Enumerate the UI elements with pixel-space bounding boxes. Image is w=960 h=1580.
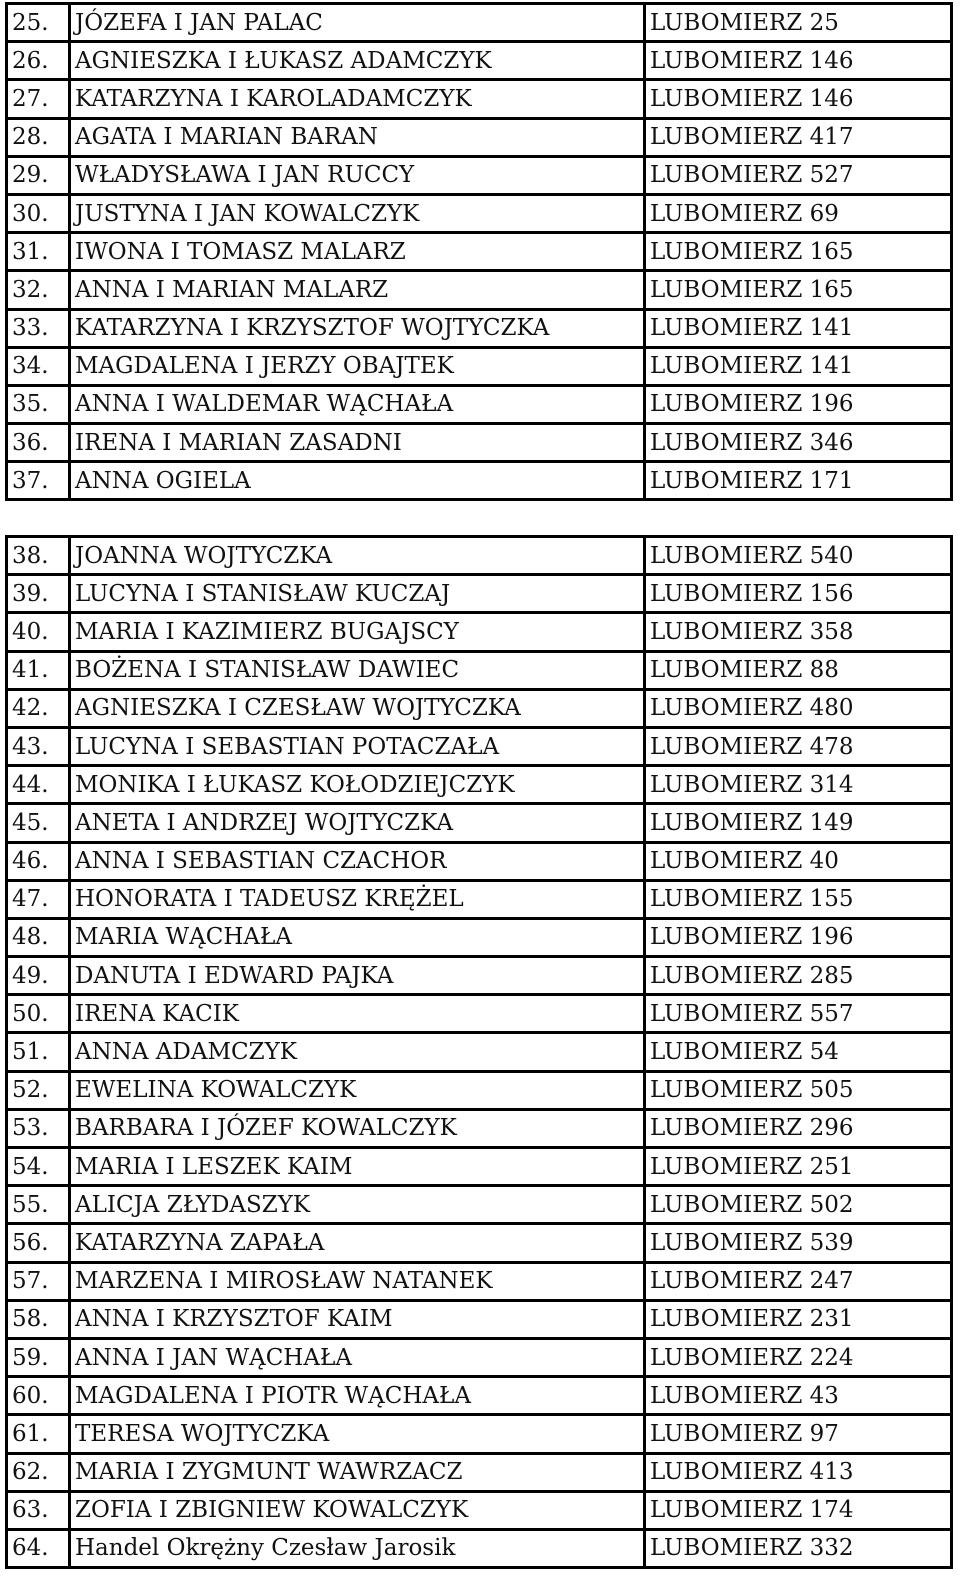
- row-number: 62.: [7, 1453, 70, 1491]
- row-name: LUCYNA I SEBASTIAN POTACZAŁA: [70, 727, 645, 765]
- table-row: [7, 918, 952, 956]
- row-number: 56.: [7, 1224, 70, 1262]
- row-name: LUCYNA I STANISŁAW KUCZAJ: [70, 575, 645, 613]
- table-row: [7, 42, 952, 80]
- participants-table-part-1: [5, 2, 953, 501]
- row-address: LUBOMIERZ 527: [645, 156, 952, 194]
- row-address: LUBOMIERZ 97: [645, 1415, 952, 1453]
- row-number: 63.: [7, 1491, 70, 1529]
- table-row: [7, 766, 952, 804]
- row-name: Handel Okrężny Czesław Jarosik: [70, 1529, 645, 1567]
- table-row: [7, 194, 952, 232]
- row-number: 53.: [7, 1109, 70, 1147]
- table-row: [7, 727, 952, 765]
- row-name: MARIA WĄCHAŁA: [70, 918, 645, 956]
- row-number: 39.: [7, 575, 70, 613]
- row-address: LUBOMIERZ 251: [645, 1148, 952, 1186]
- row-number: 59.: [7, 1338, 70, 1376]
- row-name: ANNA I KRZYSZTOF KAIM: [70, 1300, 645, 1338]
- row-address: LUBOMIERZ 156: [645, 575, 952, 613]
- table-row: [7, 1033, 952, 1071]
- row-address: LUBOMIERZ 417: [645, 118, 952, 156]
- row-address: LUBOMIERZ 196: [645, 918, 952, 956]
- table-row: [7, 1491, 952, 1529]
- table-row: [7, 1377, 952, 1415]
- table-row: [7, 537, 952, 575]
- table-row: [7, 842, 952, 880]
- row-address: LUBOMIERZ 165: [645, 233, 952, 271]
- row-number: 51.: [7, 1033, 70, 1071]
- row-address: LUBOMIERZ 285: [645, 957, 952, 995]
- row-number: 29.: [7, 156, 70, 194]
- row-name: WŁADYSŁAWA I JAN RUCCY: [70, 156, 645, 194]
- row-name: AGNIESZKA I ŁUKASZ ADAMCZYK: [70, 42, 645, 80]
- row-number: 61.: [7, 1415, 70, 1453]
- row-name: ZOFIA I ZBIGNIEW KOWALCZYK: [70, 1491, 645, 1529]
- row-name: ANETA I ANDRZEJ WOJTYCZKA: [70, 804, 645, 842]
- row-address: LUBOMIERZ 505: [645, 1071, 952, 1109]
- row-name: BARBARA I JÓZEF KOWALCZYK: [70, 1109, 645, 1147]
- row-number: 28.: [7, 118, 70, 156]
- row-address: LUBOMIERZ 196: [645, 385, 952, 423]
- row-name: AGATA I MARIAN BARAN: [70, 118, 645, 156]
- table-row: [7, 1262, 952, 1300]
- row-address: LUBOMIERZ 141: [645, 309, 952, 347]
- row-name: IWONA I TOMASZ MALARZ: [70, 233, 645, 271]
- row-number: 47.: [7, 880, 70, 918]
- row-name: JOANNA WOJTYCZKA: [70, 537, 645, 575]
- table-row: [7, 957, 952, 995]
- row-address: LUBOMIERZ 43: [645, 1377, 952, 1415]
- row-name: DANUTA I EDWARD PAJKA: [70, 957, 645, 995]
- table-row: [7, 309, 952, 347]
- row-address: LUBOMIERZ 478: [645, 727, 952, 765]
- row-name: ALICJA ZŁYDASZYK: [70, 1186, 645, 1224]
- row-number: 25.: [7, 4, 70, 42]
- table-row: [7, 880, 952, 918]
- row-number: 55.: [7, 1186, 70, 1224]
- row-address: LUBOMIERZ 141: [645, 347, 952, 385]
- row-name: AGNIESZKA I CZESŁAW WOJTYCZKA: [70, 689, 645, 727]
- table-row: [7, 575, 952, 613]
- table-row: [7, 118, 952, 156]
- table-row: [7, 804, 952, 842]
- row-name: MARZENA I MIROSŁAW NATANEK: [70, 1262, 645, 1300]
- row-number: 42.: [7, 689, 70, 727]
- row-name: MAGDALENA I JERZY OBAJTEK: [70, 347, 645, 385]
- row-number: 41.: [7, 651, 70, 689]
- table-row: [7, 462, 952, 500]
- row-name: KATARZYNA I KAROLADAMCZYK: [70, 80, 645, 118]
- row-name: ANNA I WALDEMAR WĄCHAŁA: [70, 385, 645, 423]
- table-body: [7, 537, 952, 1568]
- row-number: 48.: [7, 918, 70, 956]
- row-address: LUBOMIERZ 296: [645, 1109, 952, 1147]
- row-address: LUBOMIERZ 557: [645, 995, 952, 1033]
- table-row: [7, 1415, 952, 1453]
- row-number: 27.: [7, 80, 70, 118]
- row-name: ANNA OGIELA: [70, 462, 645, 500]
- row-address: LUBOMIERZ 224: [645, 1338, 952, 1376]
- row-address: LUBOMIERZ 165: [645, 271, 952, 309]
- table-row: [7, 347, 952, 385]
- row-name: EWELINA KOWALCZYK: [70, 1071, 645, 1109]
- row-name: MARIA I ZYGMUNT WAWRZACZ: [70, 1453, 645, 1491]
- row-name: ANNA I SEBASTIAN CZACHOR: [70, 842, 645, 880]
- row-number: 46.: [7, 842, 70, 880]
- row-name: JÓZEFA I JAN PALAC: [70, 4, 645, 42]
- row-address: LUBOMIERZ 540: [645, 537, 952, 575]
- row-number: 33.: [7, 309, 70, 347]
- row-number: 44.: [7, 766, 70, 804]
- row-number: 60.: [7, 1377, 70, 1415]
- row-name: MARIA I LESZEK KAIM: [70, 1148, 645, 1186]
- row-address: LUBOMIERZ 146: [645, 80, 952, 118]
- table-row: [7, 689, 952, 727]
- row-address: LUBOMIERZ 88: [645, 651, 952, 689]
- row-number: 26.: [7, 42, 70, 80]
- table-row: [7, 1338, 952, 1376]
- row-number: 40.: [7, 613, 70, 651]
- table-row: [7, 1453, 952, 1491]
- row-address: LUBOMIERZ 40: [645, 842, 952, 880]
- row-address: LUBOMIERZ 54: [645, 1033, 952, 1071]
- row-address: LUBOMIERZ 480: [645, 689, 952, 727]
- row-number: 32.: [7, 271, 70, 309]
- table-row: [7, 1109, 952, 1147]
- table-row: [7, 1186, 952, 1224]
- row-address: LUBOMIERZ 69: [645, 194, 952, 232]
- table-row: [7, 651, 952, 689]
- table-row: [7, 1224, 952, 1262]
- row-number: 43.: [7, 727, 70, 765]
- row-number: 49.: [7, 957, 70, 995]
- row-name: IRENA KACIK: [70, 995, 645, 1033]
- row-name: HONORATA I TADEUSZ KRĘŻEL: [70, 880, 645, 918]
- row-address: LUBOMIERZ 502: [645, 1186, 952, 1224]
- table-row: [7, 1148, 952, 1186]
- row-number: 30.: [7, 194, 70, 232]
- table-row: [7, 1529, 952, 1567]
- row-address: LUBOMIERZ 539: [645, 1224, 952, 1262]
- row-name: ANNA ADAMCZYK: [70, 1033, 645, 1071]
- row-address: LUBOMIERZ 346: [645, 424, 952, 462]
- table-row: [7, 385, 952, 423]
- row-address: LUBOMIERZ 413: [645, 1453, 952, 1491]
- row-number: 38.: [7, 537, 70, 575]
- table-row: [7, 156, 952, 194]
- row-number: 36.: [7, 424, 70, 462]
- row-address: LUBOMIERZ 25: [645, 4, 952, 42]
- row-name: ANNA I JAN WĄCHAŁA: [70, 1338, 645, 1376]
- row-number: 64.: [7, 1529, 70, 1567]
- row-name: KATARZYNA ZAPAŁA: [70, 1224, 645, 1262]
- row-number: 58.: [7, 1300, 70, 1338]
- row-name: TERESA WOJTYCZKA: [70, 1415, 645, 1453]
- table-row: [7, 613, 952, 651]
- row-number: 34.: [7, 347, 70, 385]
- row-address: LUBOMIERZ 155: [645, 880, 952, 918]
- row-address: LUBOMIERZ 231: [645, 1300, 952, 1338]
- table-row: [7, 233, 952, 271]
- row-number: 50.: [7, 995, 70, 1033]
- row-name: KATARZYNA I KRZYSZTOF WOJTYCZKA: [70, 309, 645, 347]
- table-row: [7, 424, 952, 462]
- row-name: IRENA I MARIAN ZASADNI: [70, 424, 645, 462]
- row-address: LUBOMIERZ 332: [645, 1529, 952, 1567]
- table-row: [7, 80, 952, 118]
- row-name: MARIA I KAZIMIERZ BUGAJSCY: [70, 613, 645, 651]
- participants-table-part-2: [5, 535, 953, 1569]
- row-number: 57.: [7, 1262, 70, 1300]
- table-row: [7, 271, 952, 309]
- row-name: ANNA I MARIAN MALARZ: [70, 271, 645, 309]
- row-name: BOŻENA I STANISŁAW DAWIEC: [70, 651, 645, 689]
- row-address: LUBOMIERZ 174: [645, 1491, 952, 1529]
- row-address: LUBOMIERZ 247: [645, 1262, 952, 1300]
- row-address: LUBOMIERZ 314: [645, 766, 952, 804]
- table-body: [7, 4, 952, 500]
- table-row: [7, 995, 952, 1033]
- row-address: LUBOMIERZ 358: [645, 613, 952, 651]
- row-number: 35.: [7, 385, 70, 423]
- row-address: LUBOMIERZ 171: [645, 462, 952, 500]
- table-row: [7, 1071, 952, 1109]
- row-address: LUBOMIERZ 146: [645, 42, 952, 80]
- row-address: LUBOMIERZ 149: [645, 804, 952, 842]
- row-number: 52.: [7, 1071, 70, 1109]
- row-name: MAGDALENA I PIOTR WĄCHAŁA: [70, 1377, 645, 1415]
- row-name: MONIKA I ŁUKASZ KOŁODZIEJCZYK: [70, 766, 645, 804]
- row-name: JUSTYNA I JAN KOWALCZYK: [70, 194, 645, 232]
- row-number: 37.: [7, 462, 70, 500]
- row-number: 54.: [7, 1148, 70, 1186]
- row-number: 31.: [7, 233, 70, 271]
- table-row: [7, 4, 952, 42]
- table-row: [7, 1300, 952, 1338]
- row-number: 45.: [7, 804, 70, 842]
